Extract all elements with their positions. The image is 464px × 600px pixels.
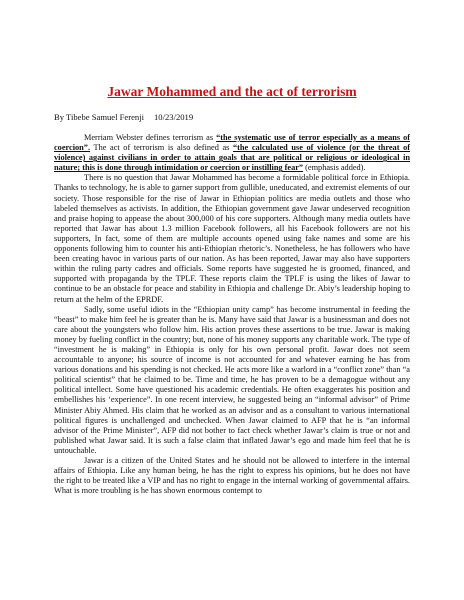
byline [54,112,410,123]
p1-text-c: The act of terrorism is also defined as [90,143,233,153]
author: By Tibebe Samuel Ferenji [54,112,144,122]
definition-webster: “the systematic use of terror especially as a means of coercion”. [54,133,410,153]
paragraph-political-force: There is no question that Jawar Mohammed has become a formidable political force in Ethiopia. Thanks to technology, he is able to garner support from gullible, uneducated, and extremist elements of our society. Those responsible for the rise of Jawar in Ethiopian politics are media outlets and those who labeled themselves as activists. In addition, the Ethiopian government gave Jawar undeserved recognition and praise hoping to appease the about 300,000 of his core supporters. Although many media outlets have reported that Jawar has about 1.3 million Facebook followers, all his Facebook followers are not his supporters, In fact, some of them are multiple accounts opened using fake names and some are his opponents following him to counter his anti-Ethiopian rhetoric’s. Nonetheless, he has followers who have been creating havoc in various parts of our nation. As has been reported, Jawar may also have supporters within the ruling party cadres and officials. Some reports have suggested he is groomed, financed, and supported with propaganda by the TPLF. These reports claim the TPLF is using the likes of Jawar to continue to be an obstacle for peace and stability in Ethiopia and challenge Dr. Abiy’s leadership hoping to return at the helm of the EPRDF. [54,173,410,304]
paragraph-useful-idiots: Sadly, some useful idiots in the “Ethiopian unity camp” has become instrumental in feeding the “beast” to make him feel he is greater than he is. Many have said that Jawar is a businessman and does not care about the youngsters who follow him. His action proves these assertions to be true. Jawar is making money by fueling conflict in the country; but, none of his money supports any charitable work. The type of “investment he is making” in Ethiopia is only for his own personal profit. Jawar does not seem accountable to anyone; his source of income is not accounted for and whatever earning he has from various donations and his spending is not checked. He acts more like a warlord in a “conflict zone” than “a political scientist” that he claimed to be. Time and time, he has proven to be a demagogue without any political intellect. Some have questioned his academic credentials. He often exaggerates his position and embellishes his ‘experience”. In one recent interview, he suggested being an “informal advisor” of Prime Minister Abiy Ahmed. His claim that he worked as an advisor and as a consultant to various international political figures is unchallenged and unchecked. When Jawar claimed to AFP that he is “an informal advisor of the Prime Minister”, AFP did not bother to fact check whether Jawar’s claim is true or not and published what Jawar said. It is such a false claim that inflated Jawar’s ego and made him feel that he is untouchable. [54,304,410,455]
paragraph-citizen: Jawar is a citizen of the United States and he should not be allowed to interfere in the internal affairs of Ethiopia. Like any human being, he has the right to express his opinions, but he does not have the right to be treated like a VIP and has no right to engage in the internal working of governmental affairs. What is more troubling is he has shown enormous contempt to [54,456,410,496]
paragraph-definition [54,133,410,173]
p1-text-a: Merriam Webster defines terrorism as [84,133,217,142]
date: 10/23/2019 [154,112,194,122]
document-title: Jawar Mohammed and the act of terrorism [107,84,357,99]
p1-text-e: (emphasis added). [303,163,366,173]
definition-terrorism: “the calculated use of violence (or the threat of violence) against civilians in order to attain goals that are political or religious or ideological in nature; this is done through intimidation or coercion or instilling fear” [54,143,410,173]
